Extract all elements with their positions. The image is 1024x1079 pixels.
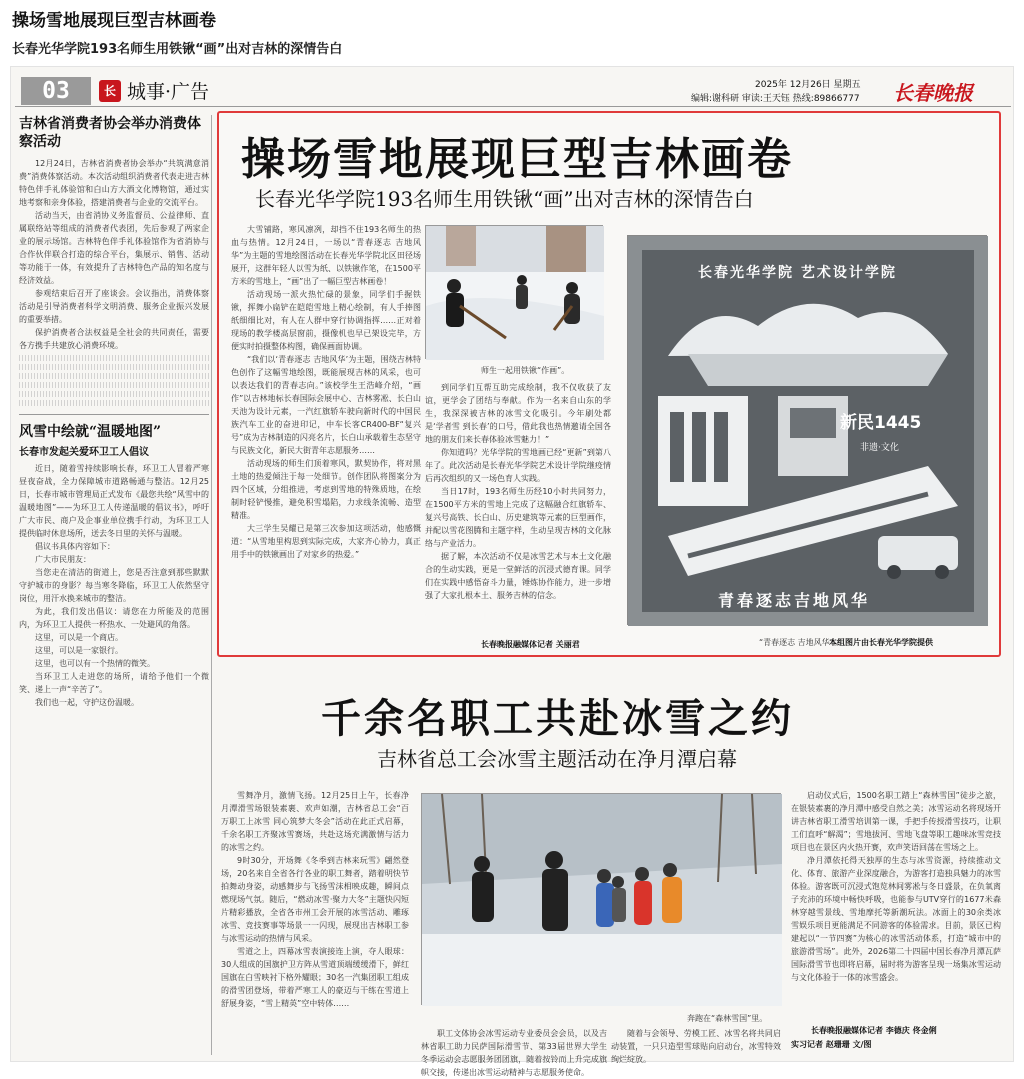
divider — [19, 414, 209, 415]
article2-credits: 长春晚报融媒体记者 李德庆 佟金俐 — [811, 1026, 937, 1035]
students-shoveling-photo — [426, 226, 604, 360]
page-subheading: 长春光华学院193名师生用铁锹“画”出对吉林的深情告白 — [12, 42, 343, 57]
issue-date: 2025年 12月26日 星期五 — [755, 80, 861, 90]
left-column — [19, 115, 209, 1055]
paragraph: 9时30分，开场舞《冬季到吉林来玩雪》翩然登场，20名来自全省各行各业的职工舞者，踏着明快节拍舞动身姿，动感舞步与飞扬雪沫相映成趣，瞬间点燃现场气氛。随后，“燃动冰雪·聚力大冬”主题快闪短片精彩播放，全省各市州工会开展的冰雪活动、雕琢冰雪、竞技赛事等场景一一闪现，展现出吉林职工参与冰雪运动的热情与风采。 — [221, 856, 409, 943]
mural-graphic — [628, 236, 988, 626]
article2-col3 — [791, 789, 1001, 1019]
article1-photo1 — [425, 225, 603, 359]
paragraph: 为此，我们发出倡议：请您在力所能及的范围内，为环卫工人提供一杯热水、一处避风的角落。 — [19, 607, 209, 629]
photo1-caption: 师生一起用铁锹“作画”。 — [481, 366, 570, 375]
article2-photo — [421, 793, 781, 1005]
paragraph: 近日，随着雪持续影响长春，环卫工人冒着严寒昼夜奋战，全力保障城市道路畅通与整洁。12月25日，长春市城市管理局正式发布《最您共绘“风雪中的温暖地图”——为环卫工人传递温暖的倡议书》，呼吁广大市民、商户及企事业单位携手行动，为环卫工人提供临时休息场所，送去冬日里的关怀与温暖。 — [19, 464, 209, 538]
paragraph: 保护消费者合法权益是全社会的共同责任，需要各方携手共建放心消费环境。 — [19, 328, 209, 350]
paragraph: 你知道吗？光华学院的雪地画已经“更新”到第八年了。此次活动是长春光华学院艺术设计学院继疫情后再次组织的又一场色育人实践。 — [425, 448, 611, 483]
mural-slogan: 青春逐志吉地风华 — [718, 591, 871, 610]
article1-subtitle: 长春光华学院193名师生用铁锹“画”出对吉林的深情告白 — [255, 187, 754, 211]
seal-logo: 长 — [99, 80, 121, 102]
paragraph: 据了解，本次活动不仅是冰雪艺术与本土文化融合的生动实践，更是一堂鲜活的沉浸式德育课。同学们在实践中感悟奋斗力量，锤炼协作能力，进一步增强了大家扎根本土、服务吉林的信念。 — [425, 552, 611, 600]
article2-col2 — [421, 1027, 607, 1077]
left-article1-headline: 吉林省消费者协会举办消费体察活动 — [19, 116, 201, 150]
text-filler — [19, 400, 209, 406]
photo2-caption: “青春逐志 吉地风华”。 — [759, 638, 842, 647]
article1-col2 — [425, 381, 611, 633]
photo-credit: 本组图片由长春光华学院提供 — [829, 638, 933, 647]
paragraph: 活动当天，由省消协义务监督员、公益律师、直属联络站等组成的消费者代表团，先后参观了两家企业的展示场馆。吉林特色伴手礼体验馆作为省消协与合作伙伴联合打造的综合平台，集展示、销售、活动等功能于一体，有效提升了吉林特色产品的知名度与经济效益。 — [19, 211, 209, 285]
runners-in-snow-photo — [422, 794, 782, 1006]
paragraph: 当日17时，193名师生历经10小时共同努力，在1500平方米的雪地上完成了这幅融合红旗轿车、复兴号高铁、长白山、历史建筑等元素的巨型画作，并配以雪花图腾和主题字样，生动呈现吉林的文化脉络与产业活力。 — [425, 487, 611, 548]
article2-credits2: 实习记者 赵珊珊 文/图 — [791, 1040, 872, 1049]
text-filler — [19, 373, 209, 379]
paragraph: 参观结束后召开了座谈会。会议指出，消费体察活动是引导消费者科学文明消费、服务企业振兴发展的重要举措。 — [19, 289, 209, 324]
paragraph: 职工文体协会冰雪运动专业委员会会员，以及吉林省职工助力民萨国际滑雪节、第33届世界大学生冬季运动会志愿服务团团旗，随着按铃而上升完成旗帜交接，传递出冰雪运动精神与志愿服务使命。 — [421, 1029, 607, 1077]
paragraph: “我们以‘青春逐志 吉地风华’为主题，围绕吉林特色创作了这幅雪地绘图，既能展现吉林的风采，也可以表达我们的青春志向。”该校学生王浩峰介绍，“画作”以吉林地标长春国际会展中心、吉林雾凇、长白山天池为设计元素，一汽红旗轿车驶向新时代的中国民族汽车工业的奋进印记，中车长客CR400-BF“复兴号”成为吉林制造的闪亮名片，长白山承载着生态坚守与民族文化，新民大街青年志愿服务…… — [231, 355, 421, 455]
page-heading: 操场雪地展现巨型吉林画卷 — [12, 11, 216, 31]
paragraph: 活动现场一派火热忙碌的景象，同学们手握铁锹，挥舞小扁铲在皑皑雪地上精心绘制，有人手捧图纸细细比对，有人在人群中穿行协调指挥……正对着现场的教学楼高层窗前，摄像机也早已架设完毕，方便实时拍摄整体构图，确保画面协调。 — [231, 290, 421, 351]
section-title: 城事·广告 — [127, 81, 210, 103]
mural-banner: 长春光华学院 艺术设计学院 — [698, 265, 897, 281]
paragraph: 12月24日，吉林省消费者协会举办“共筑满意消费”消费体察活动。本次活动组织消费者代表走进吉林特色伴手礼体验馆和白山方大酒文化博物馆，通过实地考察和亲身体验，搭建消费者与企业的交流平台。 — [19, 159, 209, 207]
paragraph: 倡议书具体内容如下： — [35, 542, 115, 551]
column-rule — [211, 115, 212, 1055]
paragraph: 这里，也可以有一个热情的微笑。 — [35, 659, 155, 668]
editors-line: 编辑:谢科研 审读:王天钰 热线:89866777 — [691, 94, 860, 104]
text-filler — [19, 382, 209, 388]
article2-photo-caption: 奔跑在“森林雪国”里。 — [687, 1014, 768, 1023]
paragraph: 到同学们互帮互助完成绘制，我不仅收获了友谊，更学会了团结与奉献。作为一名来自山东的学生，我深深被吉林的冰雪文化吸引。今年刷处都是‘学者雪 到长春’的口号，借此我也热情邀请全国各地的朋友们来长春体验冰雪魅力！” — [425, 383, 611, 444]
paragraph: 大三学生吴耀已是第三次参加这项活动，他感慨道：“从雪地里构思到实际完成，大家齐心协力，真正用手中的铁锹画出了对家乡的热爱。” — [231, 524, 421, 559]
paragraph: 广大市民朋友： — [35, 555, 91, 564]
paragraph: 这里，可以是一家银行。 — [35, 646, 123, 655]
paragraph: 活动现场的师生们顶着寒风，默契协作，将对黑土地的热爱倾注于每一处细节。创作团队将图案分为四个区域，分组推进，考虑到雪地的特殊质地，在绘制时轻铲慢推，避免积雪塌陷，力求线条流畅、造型精准。 — [231, 459, 421, 520]
paragraph: 当您走在清洁的街道上，您是否注意到那些默默守护城市的身影？每当寒冬降临，环卫工人依然坚守岗位，用汗水换来城市的整洁。 — [19, 568, 209, 603]
left-article2-subheadline: 长春市发起关爱环卫工人倡议 — [19, 447, 149, 458]
snow-mural-photo — [627, 235, 987, 625]
reporter-credit: 长春晚报融媒体记者 关丽君 — [481, 640, 580, 649]
article2-subtitle: 吉林省总工会冰雪主题活动在净月潭启幕 — [377, 747, 737, 771]
newspaper-page — [10, 66, 1014, 1077]
paragraph: 雪道之上，四幕冰雪表演接连上演，夺人眼球：30人组成的国旗护卫方阵从雪道顶端缓缓滑下，鲜红国旗在白雪映衬下格外耀眼；30名一汽集团职工组成的滑雪团登场，带着严寒工人的豪迈与干练在雪道上舒展身姿，“雪上精英”空中转体…… — [221, 947, 409, 1008]
paragraph: 大雪铺路，寒风凛冽，却挡不住193名师生的热血与热情。12月24日，一场以“青春逐志 吉地风华”为主题的雪地绘图活动在长春光华学院北区田径场展开，这群年轻人以雪为纸、以铁锹作笔，在1500平方米的雪地上，“画”出了一幅巨型吉林画卷！ — [231, 225, 421, 286]
text-filler — [19, 391, 209, 397]
mural-small-sign: 非遗·文化 — [860, 443, 899, 453]
paragraph: 这里，可以是一个商店。 — [35, 633, 123, 642]
article2-col2b — [611, 1027, 781, 1064]
masthead — [15, 75, 1011, 107]
paragraph: 雪舞净月，激情飞扬。12月25日上午，长春净月潭滑雪场银装素裹、欢声如潮，吉林省总工会“百万职工上冰雪 同心筑梦大冬会”活动在此正式启幕，千余名职工齐聚冰雪赛场，共赴这场充满激情与活力的冰雪之约。 — [221, 791, 409, 852]
paragraph: 当环卫工人走进您的场所，请给予他们一个微笑、递上一声“辛苦了”。 — [19, 672, 209, 694]
article2-col1 — [221, 789, 409, 1053]
paragraph: 启动仪式后，1500名职工踏上“森林雪国”徒步之旅，在银装素裹的净月潭中感受自然之美；冰雪运动名将现场开讲吉林省职工滑雪培训第一课，手把手传授滑雪技巧，让职工们直呼“解渴”；雪地拔河、雪地飞盘等职工趣味冰雪竞技项目也在景区内火热开赛，欢声笑语回荡在雪场之上。 — [791, 791, 1001, 852]
newspaper-logo: 长春晚报 — [893, 81, 973, 105]
mural-bus-number: 新民1445 — [840, 413, 922, 433]
article1-col1 — [231, 223, 421, 637]
paragraph: 我们也一起，守护这份温暖。 — [35, 698, 139, 707]
paragraph: 随着与会领导、劳模工匠、冰雪名将共同启动装置，一只只造型雪球贴向启动台，冰雪特效绚烂绽放。 — [611, 1029, 781, 1064]
page-number: 03 — [21, 77, 91, 105]
left-article2-headline: 风雪中绘就“温暖地图” — [19, 424, 162, 440]
article1-title: 操场雪地展现巨型吉林画卷 — [241, 134, 793, 185]
text-filler — [19, 364, 209, 370]
text-filler — [19, 355, 209, 361]
article2-title: 千余名职工共赴冰雪之约 — [321, 695, 794, 742]
article1-highlight-box — [217, 111, 1001, 657]
paragraph: 净月潭依托得天独厚的生态与冰雪资源，持续推动文化、体育、旅游产业深度融合，为游客打造独具魅力的冰雪体验。游客既可沉浸式饱览林间雾凇与冬日盛景，在负氧离子充沛的环境中畅快呼吸，也能参与UTV穿行的1677米森林穿越雪景线、雪地摩托等新潮玩法。冰面上的30余类冰雪娱乐项目更能满足不同游客的体验需求。目前，景区已构建起以“一节四赛”为核心的冰雪活动体系，打造“城市中的旅游滑雪场”。此外，2026第二十四届中国长春净月潭瓦萨国际滑雪节也即将启幕，届时将为游客呈现一场集冰雪运动与文化体验于一体的冰雪盛会。 — [791, 856, 1001, 982]
